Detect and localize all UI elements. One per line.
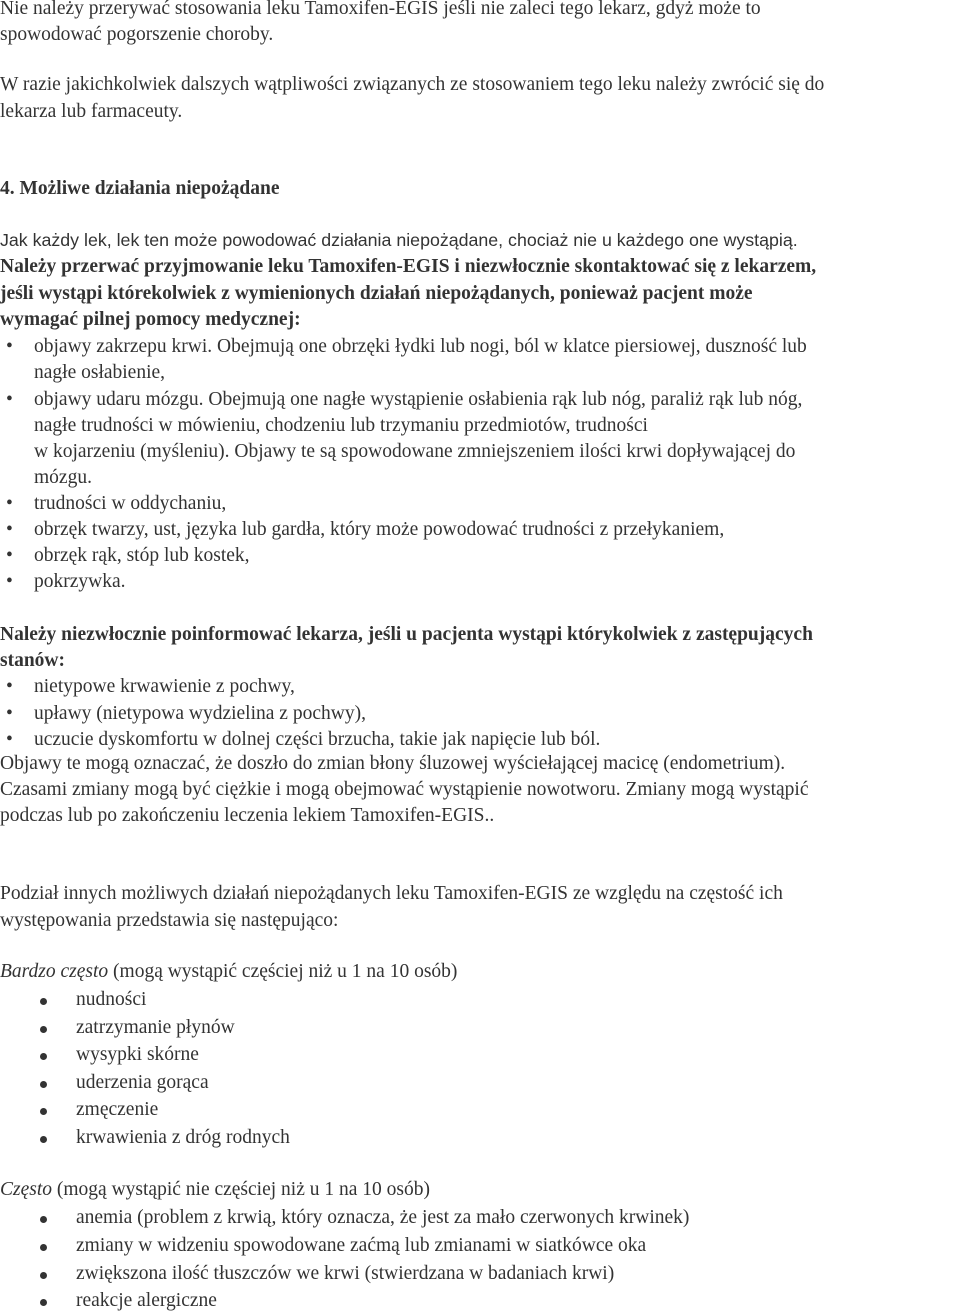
bullet: • [6,545,13,566]
list-item: nietypowe krwawienie z pochwy, [34,676,295,697]
bullet-dot [40,1108,47,1115]
bullet-dot [40,1026,47,1033]
frequency-intro: występowania przedstawia się następująco: [0,910,339,931]
bullet: • [6,676,13,697]
frequency-intro: Podział innych możliwych działań niepożądanych leku Tamoxifen-EGIS ze względu na częstość ich [0,883,783,904]
intro-line: W razie jakichkolwiek dalszych wątpliwości związanych ze stosowaniem tego leku należy zwrócić się do [0,74,825,95]
bullet: • [6,336,13,357]
list-item: uczucie dyskomfortu w dolnej części brzucha, takie jak napięcie lub ból. [34,729,601,750]
list-item: wysypki skórne [76,1044,199,1065]
bullet-dot [40,998,47,1005]
list-item: krwawienia z dróg rodnych [76,1127,290,1148]
very-common-note: (mogą wystąpić częściej niż u 1 na 10 osób) [108,961,458,982]
common-label: Często [0,1179,53,1200]
bullet: • [6,729,13,750]
lead-sentence: Jak każdy lek, lek ten może powodować działania niepożądane, chociaż nie u każdego one wystąpią. [0,230,798,250]
paragraph-line: Czasami zmiany mogą być ciężkie i mogą obejmować wystąpienie nowotworu. Zmiany mogą wystąpić [0,779,809,800]
section-heading: 4. Możliwe działania niepożądane [0,178,280,199]
list-item: zwiększona ilość tłuszczów we krwi (stwierdzana w badaniach krwi) [76,1263,615,1284]
list-item: trudności w oddychaniu, [34,493,227,514]
paragraph-line: Objawy te mogą oznaczać, że doszło do zmian błony śluzowej wyściełającej macicę (endometrium). [0,753,786,774]
inform-line: Należy niezwłocznie poinformować lekarza, jeśli u pacjenta wystąpi którykolwiek z zastępujących [0,624,813,645]
bullet: • [6,703,13,724]
very-common-heading [0,961,457,983]
list-item-cont: w kojarzeniu (myśleniu). Objawy te są spowodowane zmniejszeniem ilości krwi dopływającej do [34,441,796,462]
list-item: reakcje alergiczne [76,1290,217,1311]
list-item: anemia (problem z krwią, który oznacza, że jest za mało czerwonych krwinek) [76,1207,690,1228]
bullet-dot [40,1299,47,1306]
list-item-cont: nagłe osłabienie, [34,362,166,383]
list-item: uderzenia gorąca [76,1072,209,1093]
list-item: nudności [76,989,147,1010]
bullet-dot [40,1136,47,1143]
list-item-cont: nagłe trudności w mówieniu, chodzeniu lub trzymaniu przedmiotów, trudności [34,415,648,436]
common-note: (mogą wystąpić nie częściej niż u 1 na 10 osób) [52,1179,430,1200]
bullet: • [6,519,13,540]
bullet: • [6,389,13,410]
list-item: obrzęk rąk, stóp lub kostek, [34,545,250,566]
bullet-dot [40,1216,47,1223]
list-item: zmiany w widzeniu spowodowane zaćmą lub zmianami w siatkówce oka [76,1235,647,1256]
list-item: zatrzymanie płynów [76,1017,235,1038]
list-item: upławy (nietypowa wydzielina z pochwy), [34,703,366,724]
warning-line: jeśli wystąpi którekolwiek z wymienionych działań niepożądanych, ponieważ pacjent może [0,283,753,304]
intro-line: spowodować pogorszenie choroby. [0,24,274,45]
list-item-cont: mózgu. [34,467,92,488]
intro-line: Nie należy przerywać stosowania leku Tamoxifen-EGIS jeśli nie zaleci tego lekarz, gdyż może to [0,0,761,19]
bullet-dot [40,1053,47,1060]
bullet: • [6,493,13,514]
warning-line: wymagać pilnej pomocy medycznej: [0,309,301,330]
intro-line: lekarza lub farmaceuty. [0,101,183,122]
list-item: pokrzywka. [34,571,126,592]
bullet-dot [40,1081,47,1088]
list-item: objawy udaru mózgu. Obejmują one nagłe wystąpienie osłabienia rąk lub nóg, paraliż rąk lub nóg, [34,389,803,410]
bullet: • [6,571,13,592]
bullet-dot [40,1272,47,1279]
list-item: zmęczenie [76,1099,159,1120]
list-item: obrzęk twarzy, ust, języka lub gardła, który może powodować trudności z przełykaniem, [34,519,725,540]
warning-line: Należy przerwać przyjmowanie leku Tamoxifen-EGIS i niezwłocznie skontaktować się z lekarzem, [0,256,817,277]
inform-line: stanów: [0,650,66,671]
paragraph-line: podczas lub po zakończeniu leczenia lekiem Tamoxifen-EGIS.. [0,805,495,826]
common-heading [0,1179,430,1201]
very-common-label: Bardzo często [0,961,109,982]
list-item: objawy zakrzepu krwi. Obejmują one obrzęki łydki lub nogi, ból w klatce piersiowej, duszność lub [34,336,807,357]
bullet-dot [40,1244,47,1251]
